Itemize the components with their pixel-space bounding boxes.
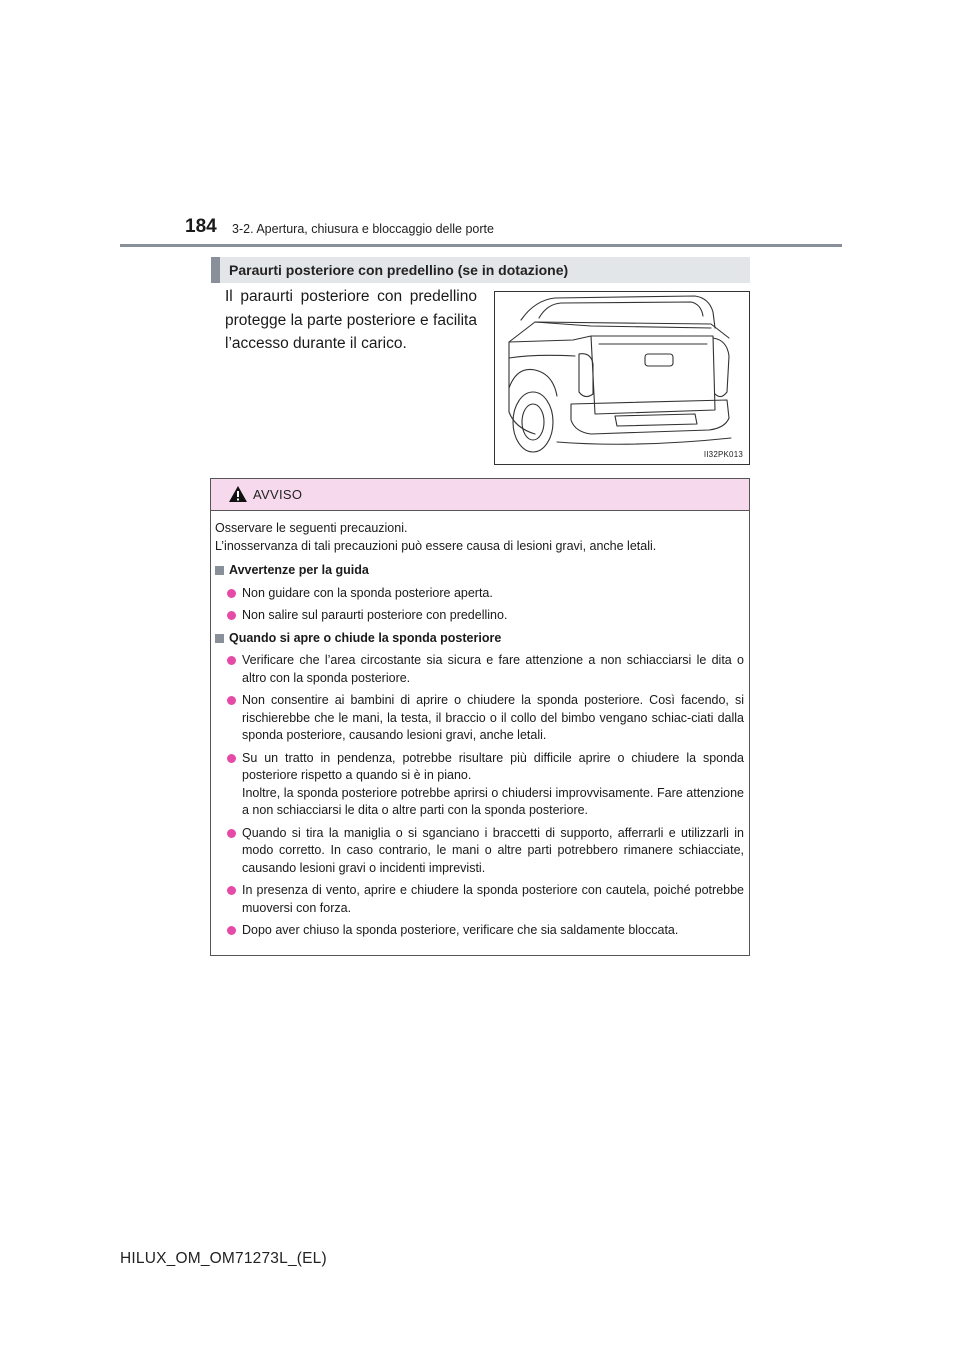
subsection-heading [211,257,750,283]
list-item-text: In presenza di vento, aprire e chiudere la sponda posteriore con cautela, poiché potrebbe muoversi con forza. [242,883,744,915]
warning-header [211,479,749,511]
round-bullet-icon [227,926,236,935]
list-item [215,922,744,940]
warning-subheading-text: Avvertenze per la guida [229,563,369,577]
square-bullet-icon [215,566,224,575]
pickup-illustration-svg [495,292,750,465]
warning-label: AVVISO [253,487,303,502]
warning-intro-line: L’inosservanza di tali precauzioni può essere causa di lesioni gravi, anche letali. [215,538,657,553]
list-item [215,692,744,745]
list-item-text: Su un tratto in pendenza, potrebbe risultare più difficile aprire o chiudere la sponda posteriore rispetto a quando si è in piano. [242,750,744,782]
list-item-text: Non salire sul paraurti posteriore con predellino. [242,608,508,622]
square-bullet-icon [215,634,224,643]
figure-code: II32PK013 [703,450,743,459]
warning-body [215,520,744,945]
round-bullet-icon [227,611,236,620]
list-item-text: Non consentire ai bambini di aprire o chiudere la sponda posteriore. Così facendo, si rischierebbe che le mani, la testa, il braccio o il collo del bimbo vengano schiac-ciati dalla sponda posteriore, causando lesioni gravi, anche letali. [242,693,744,742]
round-bullet-icon [227,656,236,665]
list-item-text: Dopo aver chiuso la sponda posteriore, verificare che sia saldamente bloccata. [242,923,679,937]
subsection-bar [211,257,220,283]
round-bullet-icon [227,754,236,763]
list-item [215,585,744,603]
intro-paragraph: Il paraurti posteriore con predellino protegge la parte posteriore e facilita l’accesso durante il carico. [225,288,477,353]
round-bullet-icon [227,589,236,598]
list-item-text: Verificare che l’area circostante sia sicura e fare attenzione a non schiacciarsi le dita o altro con la sponda posteriore. [242,653,744,685]
list-item [215,750,744,820]
round-bullet-icon [227,696,236,705]
pickup-rear-bumper-illustration [494,291,750,465]
list-item [215,607,744,625]
warning-box [210,478,750,956]
warning-subheading [215,562,744,580]
warning-intro [215,520,744,555]
list-item-text: Non guidare con la sponda posteriore aperta. [242,585,493,600]
list-item [215,882,744,917]
list-item-continuation: Inoltre, la sponda posteriore potrebbe aprirsi o chiudersi improvvisamente. Fare attenzione a non schiacciarsi le dita o altre parti con la sponda posteriore. [242,785,744,817]
warning-subheading [215,630,744,648]
round-bullet-icon [227,829,236,838]
list-item-text: Quando si tira la maniglia o si sganciano i braccetti di supporto, afferrarli e utilizzarli in modo corretto. In caso contrario, le mani o altre parti potrebbero rimanere schiacciate, causando lesioni gravi o incidenti imprevisti. [242,825,744,875]
warning-intro-line: Osservare le seguenti precauzioni. [215,521,408,535]
section-title: 3-2. Apertura, chiusura e bloccaggio delle porte [232,222,494,236]
round-bullet-icon [227,886,236,895]
subsection-title: Paraurti posteriore con predellino (se in dotazione) [229,262,569,278]
header-rule [120,244,842,247]
document-code: HILUX_OM_OM71273L_(EL) [120,1250,327,1267]
warning-subheading-text: Quando si apre o chiude la sponda posteriore [229,630,502,645]
warning-triangle-icon [228,485,248,503]
list-item [215,652,744,687]
page-number: 184 [185,216,217,237]
list-item [215,825,744,878]
